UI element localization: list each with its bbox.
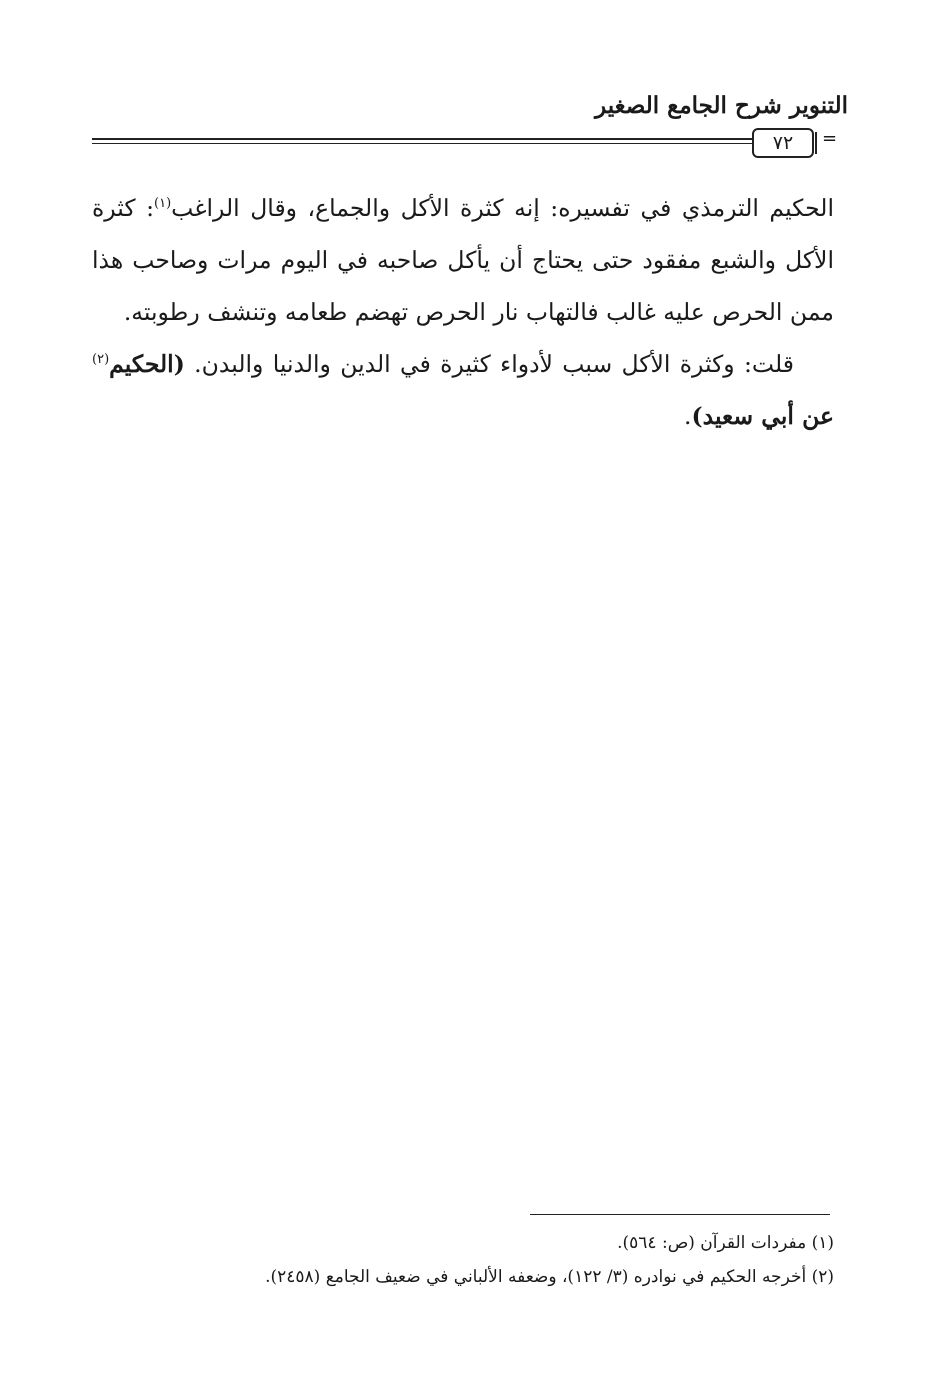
footnote-rule [530,1214,830,1215]
paragraph-2-end: . [684,402,692,430]
header-rule [92,138,752,144]
header-equals-mark: = [822,128,838,149]
footnote-1: (١) مفردات القرآن (ص: ٥٦٤). [617,1233,834,1253]
main-text [92,182,834,442]
paragraph-1-text-a: الحكيم الترمذي في تفسيره: إنه كثرة الأكل والجماع، وقال الراغب [171,194,834,222]
paragraph-1 [92,182,834,338]
footnotes [92,1226,834,1294]
footnote-ref-1: (١) [154,196,172,212]
source-citation-a: (الحكيم [109,350,185,378]
footnote-ref-2: (٢) [92,352,110,368]
source-citation-b: عن أبي سعيد) [691,402,834,430]
page-number: ٧٢ [752,128,814,158]
running-title: التنوير شرح الجامع الصغير [595,92,848,119]
footnote-2: (٢) أخرجه الحكيم في نوادره (٣/ ١٢٢)، وضعفه الألباني في ضعيف الجامع (٢٤٥٨). [265,1267,834,1287]
paragraph-2-text-a: قلت: وكثرة الأكل سبب لأدواء كثيرة في الدين والدنيا والبدن. [184,350,794,378]
paragraph-1-text-b: : كثرة الأكل والشبع مفقود حتى يحتاج أن يأكل صاحبه في اليوم مرات وصاحب هذا ممن الحرص عليه غالب فالتهاب نار الحرص تهضم طعامه وتنشف رطوبته. [92,194,834,326]
paragraph-2 [92,338,834,442]
